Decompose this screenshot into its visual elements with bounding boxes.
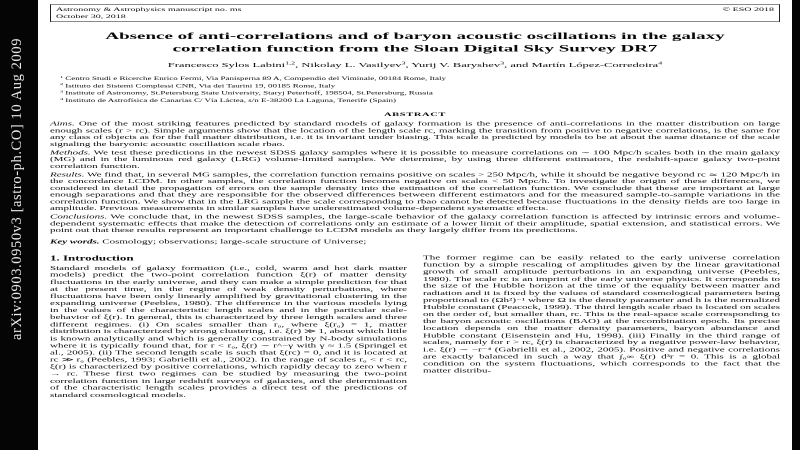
affiliation-item [60,74,780,81]
intro-left-text: Standard models of galaxy formation (i.e., cold, warm and hot dark matter models) predict the two-point correlation function ξ(r) of matter density fluctuations in the early universe, and they can make a simple prediction for that at the present time, in the regime of weak density perturbations, where fluctuations have been only linearly amplified by gravitational clustering in the expanding universe (Peebles, 1980). The difference in the various models lying in the values of the characteristic length scales and in the particular scale-behavior of ξ(r). In general, this is characterized by three length scales and three different regimes. (i) On scales smaller than r₀, where ξ(r₀) = 1, matter distribution is characterized by strong clustering, i.e. ξ(r) ≫ 1, about which little is known analytically and which is generally constrained by N-body simulations where it is typically found that, for r < r₀, ξ(r) ∼ r^−γ with γ ≈ 1.5 (Springel et al., 2005). (ii) The second length scale is such that ξ(rc) = 0, and it is located at rc ≫ r₀ (Peebles, 1993; Gabrielli et al., 2002). In the range of scales r₀ < r < rc, ξ(r) is characterized by positive correlations, which rapidly decay to zero when r → rc. These first two regimes can be studied by measuring the two-point correlation function in large redshift surveys of galaxies, and the determination of the characteristic length scales provides a direct test of the predictions of standard cosmological models. [50,264,407,399]
author-affiliation-superscript: 3 [500,60,505,66]
affiliation-number: 3 [60,90,64,94]
affiliation-number: 4 [60,97,64,102]
affiliation-number: 2 [60,82,64,87]
paper-page-content [38,0,792,450]
author-separator: , and [504,61,532,69]
affiliation-text: Institute of Astronomy, St.Petersburg State University, Staryj Peterhoff, 198504, St.Petersburg, Russia [65,90,433,96]
copyright-notice: © ESO 2018 [722,6,774,13]
paper-title: Absence of anti-correlations and of baryon acoustic oscillations in the galaxy correlation function from the Sloan Digital Sky Survey DR7 [105,30,725,54]
abstract-conclusions-label: Conclusions. [50,213,108,221]
affiliation-item [60,96,780,103]
abstract-methods-text: We test these predictions in the newest SDSS galaxy samples where it is possible to measure correlations on ∼ 100 Mpc/h scales both in the main galaxy (MG) and in the luminous red galaxy (LRG) volume-limited samples. We determine, by using three different estimators, the redshift-space galaxy two-point correlation function. [50,149,780,170]
author-name: Martín López-Corredoira [531,61,659,69]
abstract-aims-label: Aims. [50,120,75,128]
intro-left-column [50,255,407,399]
abstract-aims-text: One of the most striking features predicted by standard models of galaxy formation is the presence of anti-correlations in the matter distribution on large enough scales (r > rc). Simple arguments show that the location of the length scale rc, marking the transition from positive to negative correlations, is the same for any class of objects as for the full matter distribution, i.e. it is invariant under biasing. This scale is predicted by models to be at about the same distance of the scale signaling the baryonic acoustic oscillation scale rbao. [50,120,780,148]
abstract-aims [50,121,780,148]
author-name: Nikolay L. Vasilyev [301,61,402,69]
affiliation-text: Centro Studi e Ricerche Enrico Fermi, Via Panisperna 89 A, Compendio del Viminale, 00184 Rome, Italy [65,75,447,82]
keywords-line [50,239,780,246]
affiliation-list [50,74,780,103]
keywords-text: Cosmology; observations; large-scale structure of Universe; [102,239,367,246]
manuscript-header [50,4,780,22]
intro-right-column [423,255,780,399]
paper-page [38,0,792,450]
abstract-results-label: Results. [50,171,85,178]
author-affiliation-superscript: 4 [658,60,663,66]
manuscript-date: October 30, 2018 [56,13,126,20]
arxiv-identifier: arXiv:0903.0950v3 [astro-ph.CO] 10 Aug 2009 [9,37,25,340]
manuscript-label: Astronomy & Astrophysics manuscript no. ms [56,6,242,13]
keywords-label: Key words. [50,239,100,246]
authors-line [50,61,780,69]
abstract-heading: ABSTRACT [384,112,446,118]
abstract-conclusions [50,214,780,234]
affiliation-text: Istituto dei Sistemi Complessi CNR, Via dei Taurini 19, 00185 Rome, Italy [65,83,336,89]
author-separator: , [295,61,302,69]
affiliation-number: 1 [60,75,64,80]
author-name: Yurij V. Baryshev [411,61,501,69]
body-columns [50,255,780,399]
abstract-methods-label: Methods. [50,149,91,156]
affiliation-text: Instituto de Astrofísica de Canarias C/ Vía Láctea, s/n E-38200 La Laguna, Tenerife (Spain) [65,97,396,104]
author-name: Francesco Sylos Labini [167,61,286,69]
author-affiliation-superscript: 3 [401,60,406,66]
affiliation-item [60,82,780,89]
manuscript-header-row-bottom [56,13,774,20]
intro-section-heading: 1. Introduction [50,254,134,263]
abstract-results-text: We find that, in several MG samples, the correlation function remains positive on scales > 250 Mpc/h, while it should be negative beyond rc ≃ 120 Mpc/h in the concordance LCDM. In other samples, the correlation function becomes negative on scales < 50 Mpc/h. To investigate the origin of these differences, we considered in detail the propagation of errors on the sample density into the estimation of the correlation function. We conclude that these are important at large enough separations and that they are responsible for the observed differences between different estimators and for the measured sample-to-sample variations in the correlation function. We show that in the LRG sample the scale corresponding to rbao cannot be detected because fluctuations in the density fields are too large in amplitude. Previous measurements in similar samples have underestimated volume-dependent systematic effects. [50,171,780,212]
author-separator: , [405,61,412,69]
author-affiliation-superscript: 1,2 [285,60,296,66]
intro-right-text: The former regime can be easily related to the early universe correlation function by a simple rescaling of amplitudes given by the linear gravitational growth of small amplitude perturbations in an expanding universe (Peebles, 1980). The scale rc is an imprint of the early universe physics. It corresponds to the size of the Hubble horizon at the time of the equality between matter and radiation and it is fixed by the values of standard cosmological parameters being proportional to (Ωh²)⁻¹ where Ω is the density parameter and h is the normalized Hubble constant (Peacock, 1999). The third length scale rbao is located on scales on the order of, but smaller than, rc. This is the real-space scale corresponding to the baryon acoustic oscillations (BAO) at the recombination epoch. Its precise location depends on the matter density parameters, baryon abundance and Hubble constant (Eisenstein and Hu, 1998). (iii) Finally in the third range of scales, namely for r > rc, ξ(r) is characterized by a negative power-law behavior, i.e. ξ(r) ∼ −r⁻⁴ (Gabrielli et al., 2002, 2005). Positive and negative correlations are exactly balanced in such a way that ∫₀∞ ξ(r) d³r = 0. This is a global condition on the system fluctuations, which corresponds to the fact that the matter distribu- [423,254,780,375]
abstract-conclusions-text: We conclude that, in the newest SDSS samples, the large-scale behavior of the galaxy correlation function is affected by intrinsic errors and volume-dependent systematic effects that make the detection of correlations only an estimate of a lower limit of their amplitude, spatial extension, and statistical errors. We point out that these results represent an important challenge to LCDM models as they largely differ from its predictions. [50,213,780,234]
arxiv-margin-strip [0,0,38,450]
abstract-methods [50,150,780,170]
manuscript-header-row-top [56,6,774,13]
abstract-results [50,172,780,213]
affiliation-item [60,89,780,96]
